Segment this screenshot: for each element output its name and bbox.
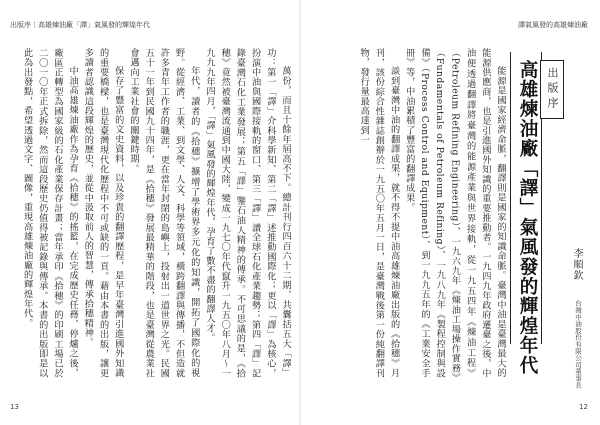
running-head-right: 譯氣風發的高雄煉油廠 — [518, 21, 588, 29]
paragraph: 中油高雄煉油廠作為孕育《拾穗》的搖籃，在完成歷史任務、停爐之後，廠區正轉型為國家級的石化產業保存計畫；當年承印《拾穗》的印刷工場已於二〇一〇年正式拆除，然而這段歷史仍值得被記錄與傳承。本書的出版即是以此為出發點，希望透過文字、圖像，重現高雄煉油廠的輝煌年代。 — [21, 48, 79, 378]
paragraph: 萬份，而且十餘年屆高不下。總計刊行四百六十二期，共囊括五大「譯」功：第一「譯」介科學新知、第二「譯」述推動國際化；更以「譯」為核心，扮演中油與國際接軌的窗口、第三「譯」讀全球石化產業趨勢；第四「譯」記錄臺灣石化工業發展；第五「譯」鑒石油人精神的傳承。不可思議的是，《拾穗》竟然被臺灣流通到中國大陸，變成一九七〇年代竄升一九五〇年八月～一九九九年四月，「譯」氣風發的輝煌年代，孕育了數不盡的翻譯人才。 — [203, 48, 291, 378]
author-name: 李順欽 — [571, 248, 582, 281]
page-number-right: 12 — [579, 403, 588, 411]
page-number-left: 13 — [10, 403, 19, 411]
paragraph: 保存了豐富的文史資料，以及珍貴的翻譯歷程，是早年臺灣引進國外知識的重要橋樑，也是臺灣現代化歷程中不可或缺的一頁。藉由本書的出版，讓更多讀者認識這段輝煌的歷史，並從中汲取前人的智慧，傳承拾穗精神。 — [82, 48, 124, 378]
running-head-left: 出版序｜高雄煉油廠「譯」氣風發的輝煌年代 — [10, 21, 150, 29]
paragraph: 能源是國家經濟命脈，翻譯則是國家的知識命脈。臺灣中油是臺灣最大的能源供應商，也是引進國外知識的重要推動者。一九四九年政府遷臺之後，中油便透過翻譯將臺灣的能源產業與世界接軌，從一九五四年《煉油工程》（Petroleum Refining Engineering）、一九六九年《煉油工場操作實務》（Fundamentals of Petroleum Refining）、一九八九年《製程控制與設備》（Process Control and Equipment）、到一九九五年的《工業安全手冊》等，中油累積了豐富的翻譯成果。 — [403, 48, 506, 378]
page-title: 高雄煉油廠「譯」氣風發的輝煌年代 — [517, 60, 538, 376]
author-affiliation: 台灣中油股份有限公司董事長 — [574, 300, 582, 389]
left-page — [0, 0, 299, 425]
paragraph: 談到臺灣中油的翻譯成果，就不得不提中油高雄煉油廠出版的《拾穗》月刊，該份綜合性雜誌創辦於一九五〇年五月一日，是臺灣戰後第一份純翻譯刊物，發行量最高達到一 — [358, 48, 400, 378]
left-page-body — [11, 48, 293, 378]
section-label: 出版序 — [540, 60, 564, 119]
paragraph: 年代，讀者的《拾穗》擴增了學術界多元化的知識，開拓了國際化的視野。從經濟、工業、到文學、人文、科學等領域，橫跨翻譯與傳播，不但造就許多青年工作者的職涯，更在當年封閉的島嶼上，投射出一道世界之光。民國五十一年到民國九十四年，是《拾穗》發展最精華的階段，也是臺灣從農業社會邁向工業社會的關鍵時期。 — [127, 48, 200, 378]
right-page-body — [308, 48, 508, 378]
right-page — [301, 0, 600, 425]
